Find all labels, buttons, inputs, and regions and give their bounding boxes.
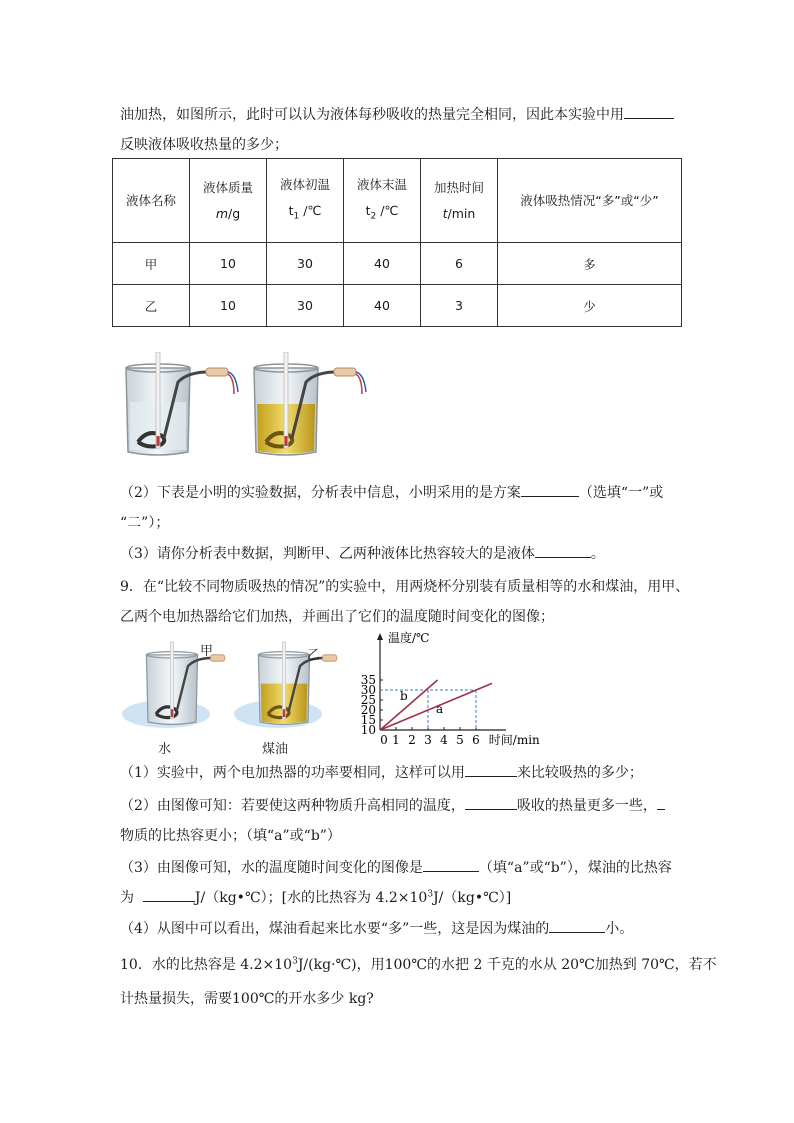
cell-t2: 40 [344, 243, 421, 285]
q9-stem-line2: 乙两个电加热器给它们加热，并画出了它们的温度随时间变化的图像； [120, 609, 554, 625]
header-mass: 液体质量 m/g [190, 159, 267, 243]
x-tick-label: 0 [380, 733, 388, 747]
y-tick-label: 30 [360, 683, 376, 697]
label-jia: 甲 [200, 644, 214, 659]
y-axis-arrow [377, 633, 383, 640]
answer-blank[interactable] [521, 482, 579, 497]
header-absorb: 液体吸热情况“多”或“少” [498, 159, 682, 243]
temperature-time-chart [356, 628, 556, 752]
q9-p2-line2: 物质的比热容更小；（填“a”或“b”） [120, 828, 341, 844]
answer-blank[interactable] [423, 857, 479, 872]
y-tick-label: 25 [360, 693, 376, 707]
y-tick-label: 10 [360, 723, 376, 737]
q9-p3-line1: （3）由图像可知，水的温度随时间变化的图像是 （填“a”或“b”），煤油的比热容 [120, 857, 672, 877]
q9-p1: （1）实验中，两个电加热器的功率要相同，这样可以用 来比较吸热的多少； [120, 762, 643, 782]
series-label-b: b [400, 689, 408, 703]
header-t1: 液体初温 $t_1$ /℃ [267, 159, 344, 243]
label-oil: 煤油 [262, 742, 289, 757]
cell-time: 3 [421, 285, 498, 327]
cell-time: 6 [421, 243, 498, 285]
q10-line1: 10．水的比热容是 $4.2\times 10^3J/(kg\cdot℃)$，用100℃的水把 2 千克的水从 20℃加热到 70℃，若不 [120, 956, 717, 973]
q9-p3-line2: 为 J/（kg•℃）；[水的比热容为 $4.2\times 10^3J/(kg•℃)$] [120, 887, 511, 907]
x-tick-label: 4 [440, 733, 448, 747]
intro-text-1: 油加热，如图所示，此时可以认为液体每秒吸收的热量完全相同，因此本实验中用 [120, 107, 624, 123]
cell-t1: 30 [267, 243, 344, 285]
y-tick-label: 20 [360, 703, 376, 717]
series-label-a: a [436, 702, 444, 716]
intro-line-2 [120, 134, 288, 154]
cell-t1: 30 [267, 285, 344, 327]
x-tick-label: 6 [472, 733, 480, 747]
q8-p2-line2: “二”）； [120, 515, 170, 531]
cell-absorb: 少 [498, 285, 682, 327]
q8-p2-line1: （2）下表是小明的实验数据，分析表中信息，小明采用的是方案 （选填“一”或 [120, 482, 663, 502]
water-beaker-icon [126, 352, 238, 455]
cell-absorb: 多 [498, 243, 682, 285]
answer-blank[interactable] [143, 887, 195, 902]
cell-mass: 10 [190, 243, 267, 285]
series-line-b [380, 680, 438, 730]
label-water: 水 [158, 742, 172, 757]
table-row [113, 285, 682, 327]
q10-line2: 计热量损失，需要100℃的开水多少 kg? [120, 991, 374, 1007]
x-tick-label: 2 [408, 733, 416, 747]
oil-beaker-icon [254, 352, 366, 455]
intro-text-2: 反映液体吸收热量的多少； [120, 137, 288, 153]
y-tick-label: 15 [360, 713, 376, 727]
header-name: 液体名称 [113, 159, 190, 243]
q8-p3-line: （3）请你分析表中数据，判断甲、乙两种液体比热容较大的是液体 。 [120, 543, 605, 563]
intro-line-1 [120, 104, 674, 124]
x-tick-label: 3 [424, 733, 432, 747]
table-row [113, 243, 682, 285]
answer-blank[interactable] [549, 918, 605, 933]
header-time: 加热时间 t/min [421, 159, 498, 243]
q9-stem-line1: 9．在“比较不同物质吸热的情况”的实验中，用两烧杯分别装有质量相等的水和煤油，用甲、 [120, 579, 690, 595]
cell-mass: 10 [190, 285, 267, 327]
answer-blank[interactable] [624, 104, 674, 119]
table-header-row [113, 159, 682, 243]
cell-t2: 40 [344, 285, 421, 327]
x-axis-label: 时间/min [488, 733, 540, 747]
cell-name: 乙 [113, 285, 190, 327]
y-axis-label: 温度/℃ [388, 631, 430, 645]
q9-p4: （4）从图中可以看出，煤油看起来比水要“多”一些，这是因为煤油的 小。 [120, 918, 633, 938]
label-yi: 乙 [307, 648, 321, 663]
answer-blank[interactable] [657, 795, 665, 810]
answer-blank[interactable] [465, 762, 517, 777]
water-beaker-icon [146, 642, 224, 724]
x-tick-label: 1 [392, 733, 400, 747]
answer-blank[interactable] [465, 795, 517, 810]
y-tick-label: 35 [360, 673, 376, 687]
cell-name: 甲 [113, 243, 190, 285]
header-t2: 液体末温 $t_2$ /℃ [344, 159, 421, 243]
beakers-figure-q8 [118, 352, 368, 462]
data-table [112, 158, 682, 327]
answer-blank[interactable] [535, 543, 591, 558]
oil-beaker-icon [258, 642, 336, 724]
q9-p2-line1: （2）由图像可知：若要使这两种物质升高相同的温度， 吸收的热量更多一些， [120, 795, 665, 815]
x-tick-label: 5 [456, 733, 464, 747]
